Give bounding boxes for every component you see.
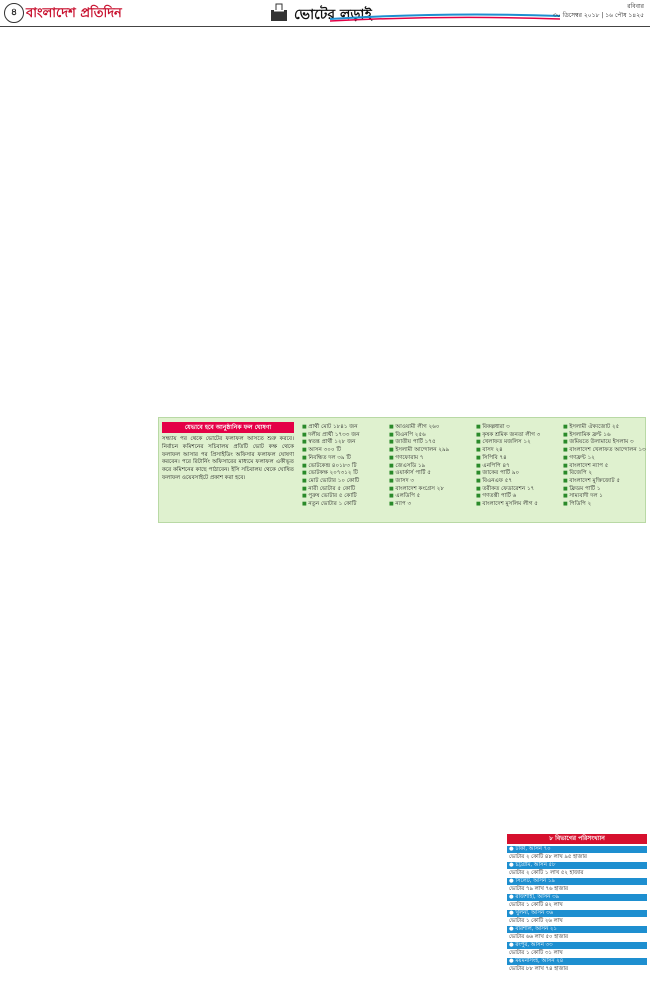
stat-item: ■ জাতীয় পার্টি ১৭৫ [389, 439, 471, 447]
division-name: ● চট্টগ্রাম, আসন ৫৮ [507, 862, 647, 869]
stat-item: ■ বাসদ ২৪ [476, 447, 558, 455]
results-title: যেভাবে হবে আনুষ্ঠানিক ফল ঘোষণা [162, 422, 294, 433]
division-name: ● ঢাকা, আসন ৭০ [507, 846, 647, 853]
newspaper-brand: বাংলাদেশ প্রতিদিন [26, 6, 122, 21]
stat-item: ■ প্রার্থী মোট ১৮৪১ জন [302, 424, 384, 432]
division-name: ● ময়মনসিংহ, আসন ২৪ [507, 958, 647, 965]
section-title: ভোটের লড়াই [294, 7, 372, 23]
stat-item: ■ এলডিপি ৫ [389, 493, 471, 501]
stat-item: ■ পুরুষ ভোটার ৫ কোটি [302, 493, 384, 501]
page-header [0, 0, 650, 27]
stat-item: ■ ফ্রিডম পার্টি ১ [563, 486, 643, 494]
stats-list-3 [476, 424, 558, 509]
stat-item: ■ স্বতন্ত্র প্রার্থী ১২৮ জন [302, 439, 384, 447]
page-number: ৪ [4, 3, 24, 23]
stat-item: ■ নারী ভোটার ৫ কোটি [302, 486, 384, 494]
division-voters: ভোটার ১ কোটি ২৬ লাখ [509, 918, 563, 924]
stat-item: ■ খেলাফত মজলিস ১২ [476, 439, 558, 447]
stats-list-4 [563, 424, 646, 509]
candidates-column-3 [256, 30, 380, 415]
stat-item: ■ ইসলামী ঐক্যজোট ২৫ [563, 424, 643, 432]
stat-item: ■ গণফ্রন্ট ১২ [563, 455, 643, 463]
stat-item: ■ তরীকত ফেডারেশন ১৭ [476, 486, 558, 494]
stat-item: ■ নতুন ভোটার ১ কোটি [302, 501, 384, 509]
division-voters: ভোটার ৮৮ লাখ ৭৪ হাজার [509, 966, 568, 972]
division-name: ● রংপুর, আসন ৩৩ [507, 942, 647, 949]
candidates-column-4 [384, 30, 508, 415]
candidates-column-1 [4, 30, 124, 980]
date-line: ৩০ ডিসেম্বর ২০১৮ | ১৬ পৌষ ১৪২৫ [552, 12, 644, 19]
candidates-column-4-lower [384, 526, 504, 980]
stat-item: ■ ইসলামিক ফ্রন্ট ১৬ [563, 432, 643, 440]
stat-item: ■ সিপিবি ৭৪ [476, 455, 558, 463]
stat-item: ■ বিকল্পধারা ৩ [476, 424, 558, 432]
stat-item: ■ বাংলাদেশ মুসলিম লীগ ৫ [476, 501, 558, 509]
stat-item: ■ গণতন্ত্রী পার্টি ৬ [476, 493, 558, 501]
stat-item: ■ ন্যাপ ৩ [389, 501, 471, 509]
division-name: ● খুলনা, আসন ৩৬ [507, 910, 647, 917]
decorative-swoosh [330, 12, 560, 22]
division-name: ● রাজশাহী, আসন ৩৯ [507, 894, 647, 901]
candidates-column-3-lower [256, 526, 380, 980]
stat-item: ■ বিএনপি ২৫৬ [389, 432, 471, 440]
stat-item: ■ ওয়ার্কার্স পার্টি ৫ [389, 470, 471, 478]
division-voters: ভোটার ৬৬ লাখ ৫০ হাজার [509, 934, 568, 940]
stats-list-1 [302, 424, 384, 509]
ballot-box-icon [268, 1, 290, 23]
stat-item: ■ পিডিপি ২ [563, 501, 643, 509]
division-voters: ভোটার ১ কোটি ৪২ লাখ [509, 902, 563, 908]
stat-item: ■ জাসদ ৩ [389, 478, 471, 486]
division-name: ● সিলেট, আসন ১৯ [507, 878, 647, 885]
stat-item: ■ আসন ৩০০ টি [302, 447, 384, 455]
division-stats-title: ৮ বিভাগের পরিসংখ্যান [507, 834, 647, 844]
stats-list-2 [389, 424, 471, 509]
candidates-column-2-lower [128, 526, 252, 980]
stat-item: ■ এনপিপি ৪৭ [476, 463, 558, 471]
stat-item: ■ বাংলাদেশ খেলাফত আন্দোলন ১৩ [563, 447, 643, 455]
candidates-column-5-lower [512, 526, 646, 831]
stat-item: ■ মোট ভোটার ১০ কোটি [302, 478, 384, 486]
stat-item: ■ বাংলাদেশ ন্যাপ ৫ [563, 463, 643, 471]
stat-item: ■ কৃষক শ্রমিক জনতা লীগ ৩ [476, 432, 558, 440]
stat-item: ■ ভোটকক্ষ ২০৭৩১২ টি [302, 470, 384, 478]
stat-item: ■ জেএসডি ১৯ [389, 463, 471, 471]
candidates-column-2 [128, 30, 252, 415]
stat-item: ■ গণফোরাম ৭ [389, 455, 471, 463]
stat-item: ■ জাকের পার্টি ৯০ [476, 470, 558, 478]
stat-item: ■ জমিয়তে উলামায়ে ইসলাম ৩ [563, 439, 643, 447]
weekday: রবিবার [627, 3, 644, 10]
stat-item: ■ সাম্যবাদী দল ১ [563, 493, 643, 501]
stat-item: ■ আওয়ামী লীগ ২৬০ [389, 424, 471, 432]
stat-item: ■ বাংলাদেশ মুক্তিজোট ৫ [563, 478, 643, 486]
stat-item: ■ দলীয় প্রার্থী ১৭৩৩ জন [302, 432, 384, 440]
division-voters: ভোটার ১ কোটি ৩১ লাখ [509, 950, 563, 956]
stat-item: ■ নিবন্ধিত দল ৩৯ টি [302, 455, 384, 463]
division-voters: ভোটার ৭৯ লাখ ৭৬ হাজার [509, 886, 568, 892]
candidates-column-5 [512, 30, 646, 415]
issue-date [553, 2, 644, 20]
division-stats-list [507, 846, 647, 973]
division-voters: ভোটার ২ কোটি ৪৮ লাখ ৯৫ হাজার [509, 854, 587, 860]
stat-item: ■ বাংলাদেশ কংগ্রেস ২৮ [389, 486, 471, 494]
division-name: ● বরিশাল, আসন ২১ [507, 926, 647, 933]
stat-item: ■ ভোটকেন্দ্র ৪০১৮৩ টি [302, 463, 384, 471]
division-stats-panel [507, 834, 647, 980]
stat-item: ■ বিজেপি ২ [563, 470, 643, 478]
division-voters: ভোটার ২ কোটি ১ লাখ ৫২ হাজার [509, 870, 584, 876]
results-text: সন্ধ্যায় পর থেকে ভোটের ফলাফল আসতে শুরু করবে। নির্বাচন কমিশনের সচিবালয় প্রতিটি ভোট কক্ষ থেকে ফলাফল আসার পর প্রিসাইডিং অফিসার ফলাফল ঘোষণা করবেন। পরে রিটার্নিং অফিসারের মাধ্যমে ফলাফল একীভূত করে কমিশনের কাছে পাঠাবেন। ইসি সচিবালয় থেকে ঘোষিত ফলাফল ওয়েবসাইটে প্রকাশ করা হবে। [162, 436, 294, 481]
stat-item: ■ ইসলামী আন্দোলন ২৯৯ [389, 447, 471, 455]
stat-item: ■ বিএনএফ ৫৭ [476, 478, 558, 486]
